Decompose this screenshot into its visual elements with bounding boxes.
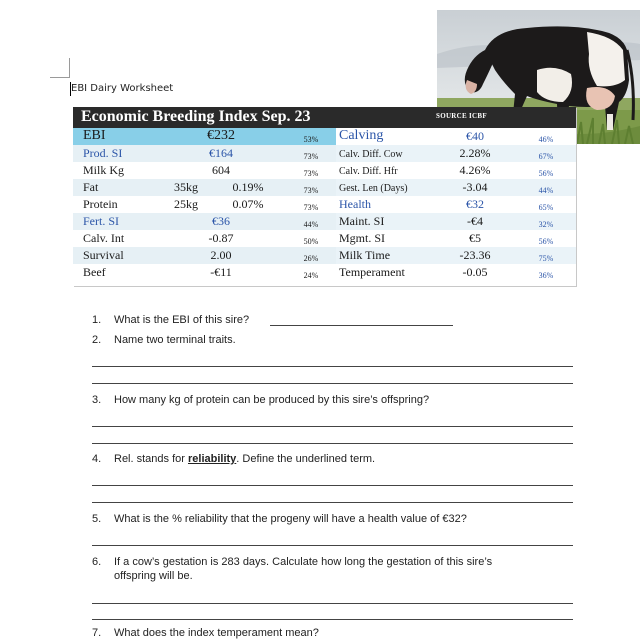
trait-label: Protein: [83, 197, 118, 211]
trait-reliability: 73%: [303, 186, 319, 195]
answer-line[interactable]: [92, 545, 573, 546]
table-source: SOURCE ICBF: [436, 112, 487, 120]
trait-value: -3.04: [462, 180, 488, 194]
trait-label: Prod. SI: [83, 146, 123, 160]
answer-line[interactable]: [92, 603, 573, 604]
question-7: [92, 627, 319, 639]
question-5: [92, 513, 467, 525]
trait-label: Calv. Diff. Cow: [339, 149, 403, 160]
question-number: 4.: [92, 453, 102, 465]
trait-reliability: 73%: [303, 152, 319, 161]
question-text-before: Rel. stands for: [114, 453, 188, 465]
trait-label: Health: [339, 197, 371, 211]
trait-reliability: 67%: [538, 152, 554, 161]
trait-reliability: 44%: [538, 186, 554, 195]
trait-label: Beef: [83, 265, 106, 279]
trait-label: EBI: [83, 128, 106, 143]
trait-reliability: 46%: [538, 135, 554, 144]
trait-label: Calv. Diff. Hfr: [339, 166, 398, 177]
trait-reliability: 73%: [303, 203, 319, 212]
trait-reliability: 50%: [303, 237, 319, 246]
question-number: 7.: [92, 627, 102, 639]
trait-value: €32: [466, 197, 484, 211]
question-2: [92, 334, 236, 346]
trait-reliability: 56%: [538, 169, 554, 178]
trait-kg: 35kg: [174, 180, 198, 194]
trait-value: 4.26%: [459, 163, 491, 177]
question-text-after: . Define the underlined term.: [236, 453, 376, 465]
trait-label: Calv. Int: [83, 231, 125, 245]
question-text: Name two terminal traits.: [114, 334, 236, 346]
question-6-line-2: [114, 570, 193, 582]
trait-reliability: 65%: [538, 203, 554, 212]
question-text: How many kg of protein can be produced by this sire’s offspring?: [114, 394, 430, 406]
trait-reliability: 53%: [303, 135, 319, 144]
question-1: [92, 314, 249, 326]
underlined-term: reliability: [187, 453, 237, 465]
answer-line[interactable]: [270, 325, 453, 326]
answer-line[interactable]: [92, 485, 573, 486]
document-header: EBI Dairy Worksheet: [71, 83, 174, 94]
trait-reliability: 44%: [303, 220, 319, 229]
question-number: 1.: [92, 314, 102, 326]
answer-line[interactable]: [92, 366, 573, 367]
question-4: [92, 453, 375, 465]
trait-value: -€11: [210, 265, 232, 279]
answer-line[interactable]: [92, 443, 573, 444]
trait-reliability: 24%: [303, 271, 319, 280]
trait-reliability: 56%: [538, 237, 554, 246]
trait-value: €232: [207, 128, 235, 143]
trait-value: -0.87: [208, 231, 234, 245]
question-3: [92, 394, 429, 406]
answer-line[interactable]: [92, 502, 573, 503]
trait-reliability: 26%: [303, 254, 319, 263]
trait-label: Fat: [83, 180, 99, 194]
question-text: What is the % reliability that the progeny will have a health value of €32?: [114, 513, 467, 525]
trait-label: Calving: [339, 128, 384, 143]
question-text: What is the EBI of this sire?: [114, 314, 250, 326]
trait-label: Mgmt. SI: [339, 231, 386, 245]
question-number: 5.: [92, 513, 102, 525]
question-6: [92, 556, 492, 568]
trait-reliability: 75%: [538, 254, 554, 263]
trait-label: Milk Time: [339, 248, 391, 262]
trait-label: Fert. SI: [83, 214, 119, 228]
table-title: Economic Breeding Index Sep. 23: [81, 108, 311, 125]
trait-reliability: 73%: [303, 169, 319, 178]
question-number: 3.: [92, 394, 102, 406]
trait-value: -23.36: [459, 248, 491, 262]
trait-kg: 25kg: [174, 197, 198, 211]
trait-value: €36: [212, 214, 230, 228]
trait-value: 2.00: [210, 248, 232, 262]
trait-value: €40: [466, 129, 484, 143]
answer-line[interactable]: [92, 383, 573, 384]
trait-label: Gest. Len (Days): [339, 183, 408, 194]
trait-value: €164: [209, 146, 233, 160]
trait-percent: 0.07%: [232, 197, 264, 211]
trait-label: Milk Kg: [83, 163, 125, 177]
answer-line[interactable]: [92, 619, 573, 620]
trait-value: €5: [469, 231, 481, 245]
question-number: 2.: [92, 334, 102, 346]
trait-label: Maint. SI: [339, 214, 385, 228]
trait-label: Temperament: [339, 265, 405, 279]
answer-line[interactable]: [92, 426, 573, 427]
trait-reliability: 36%: [538, 271, 554, 280]
trait-value: -€4: [467, 214, 483, 228]
trait-percent: 0.19%: [232, 180, 264, 194]
trait-value: 2.28%: [459, 146, 491, 160]
trait-value: 604: [212, 163, 230, 177]
question-text: What does the index temperament mean?: [114, 627, 319, 639]
trait-reliability: 32%: [538, 220, 554, 229]
trait-value: -0.05: [462, 265, 488, 279]
question-number: 6.: [92, 556, 102, 568]
question-text: offspring will be.: [114, 570, 193, 582]
question-text: If a cow’s gestation is 283 days. Calculate how long the gestation of this sire’s: [114, 556, 493, 568]
trait-label: Survival: [83, 248, 124, 262]
